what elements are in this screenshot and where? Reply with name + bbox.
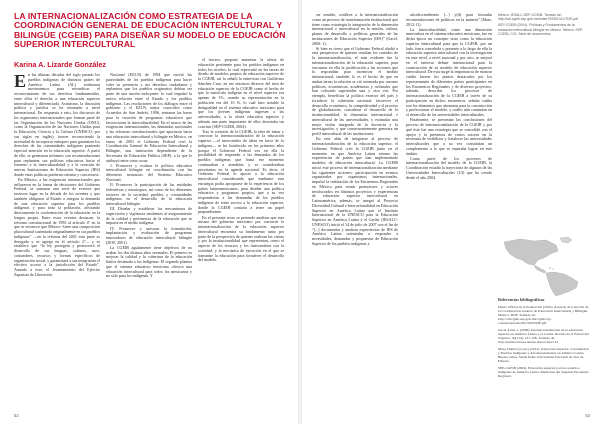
- paragraph: En este afán de integrarse al proceso de internacionalización de la educación superior, el Gobierno Federal creó la CGEIB junto en el momento en que América Latina retoma las experiencias de países que han implementado modelos de educación intercultural. La CGEIB inició este proceso de internacionalización mediante las siguientes acciones: participación en eventos organizados por organismos internacionales, impulsó la realización de los Encuentros Regionales en México para reunir promotores y actores involucrados en distintos proyectos y experiencias de educación superior intercultural en Latinoamérica, además, se integró al Proyecto Diversidad Cultural e Interculturalidad en Educación Superior en América Latina que el Instituto Internacional de la UNESCO para la Educación Superior en América Latina y el Caribe (IESALC-UNESCO) inició el 14 de julio de 2007 con el fin de “[...] documentar y analizar experiencias de IES de América Latina orientadas a responder a necesidades, demandas y propuestas de Educación Superior de los pueblos indígenas y: [312, 136, 398, 246]
- right-page: [302, 0, 600, 424]
- intro-paragraph: [14, 73, 100, 178]
- paragraph: Finalmente, se presentan las conclusiones del proceso de internacionalización de la CGEIB y por qué éste fue una estrategia que se consolidó con el apoyo y la presencia de varios actores en la necesaria de visibilizar y fortalecer las universidades interculturales que a su vez constituían un complemento a lo que se esperaba lograr en este ámbito.: [406, 117, 492, 156]
- left-column-3: [198, 58, 284, 407]
- paragraph: II. Promover la participación de las entidades federativas y municipios, así como de los diferentes sectores de la sociedad, pueblos y comunidades indígenas, en el desarrollo de la educación intercultural bilingüe.: [106, 182, 192, 207]
- paragraph: En el presente texto se pretende analizar que esta misma del gobierno mexicano por convertir la internacionalización de la educación superior intercultural encuentra su fundamento tanto por parte de la perspectiva de quienes realizan las visitas y por la institucionalidad que representan, como el aspecto de los recursos y los intercambios con la sociedad, y la mecánica de ejecución en el que se transmite la educación para fortalecer el desarrollo del modelo.: [198, 214, 284, 263]
- paragraph: Como parte de los procesos de internacionalización del modelo de la CGEIB, la Coordinación estudió la trayectoria de algunas de las Universidades Interculturales (UI) que ha creado desde el año 2004.: [406, 155, 492, 180]
- paragraph: el tercero, propone aumentar la oferta de educación pertinente para los pueblos indígenas en todos los niveles, lo cual repercutió en las tareas de diseño de modelos propios de educación superior de la CGEIB, así lo señaló la entrevista con Guillermo Sánchez Cruz, en ese entonces director del área de educación superior de la CGEIB como el hecho de que la matrícula indígena en el nivel superior era apenas de 1%, cuando su representación en la población era del 10 %, lo cual hizo notable la desigualdad en el sistema educativo mexicano para que los jóvenes indígenas ingresen a las universidades, a la oferta educativa superior y además una parte importante de ellos desertaba sin concluir (SEP-CGEIB, 2004).: [198, 58, 284, 129]
- side-note: México: IESALC-SEP-CGEIB. Tomado de: http://sdi.cgeib.sep.gob.mx/index?SSSS.M17S2E.pdf: [498, 13, 578, 22]
- side-note: SEP-CGEIB (2004). Políticas y Fundamentos de la educación intercultural bilingüe en México. México: SEP, CGEIB, COI. Serie de documentos.: [498, 23, 583, 36]
- paragraph: ser sentido, conlleva a la internacionalización como un proceso de transformación institucional que tiene como estrategia la integración de la dimensión internacional e intercultural en la misión, cultura, planes de desarrollo y políticas generales de las instituciones de Educación Superior (IES)” (Gacel, 2000: 1).: [312, 13, 398, 46]
- article-title: LA INTERNACIONALIZACIÓN COMO ESTRATEGIA DE LA COORDINACIÓN GENERAL DE EDUCACIÓN INTERCULTURAL Y BILINGÜE (CGEIB) PARA DISEÑAR SU MODELO DE EDUCACIÓN SUPERIOR INTERCULTURAL: [14, 11, 286, 50]
- references-title: Referencias bibliográficas: [498, 297, 545, 302]
- paragraph: IV. Promover y asesorar la formulación, implantación y evaluación de programas innovadores de educación intercultural bilingüe (DOF, 2001).: [106, 225, 192, 245]
- right-column-2: [406, 13, 492, 409]
- paragraph: Nacional (EZLN) de 1994 que movió las pasividades de los pueblos indígenas para hacer valer su presencia y sus derechos ciudadanos y replantear que los pueblos originarios debían ser parte de una nación incluyente: lo cual impulsó la nueva relación entre el Estado y los pueblos indígenas. Las resoluciones de los diálogos entre el gobierno y el EZLN, mejor conocidos como Acuerdos de San Andrés, 1996, sentaron las bases para la creación de programas educativos que favorecieran la interculturalidad. En el marco de las exigencias internacionales, las demandas nacionales y las reformas constitucionales que aportaron hacia una educación intercultural y bilingüe en México, en enero de 2001 el Gobierno Federal creó la Coordinación General de Educación Intercultural y Bilingüe, una institución dependiente de la Secretaría de Educación Pública (SEP), a la que le atribuyó entre otras cosas:: [106, 73, 192, 163]
- page-number: 53: [585, 413, 590, 418]
- map-icon: [498, 236, 594, 298]
- reference-item: Diario Oficial de la Federación [2001]. Acuerdo de Creación de la Coordinación General de Educación Intercultural y Bilingüe. México: DOF. Tomado de: http://sdi.cgeib.sep.gob.mx/cgeib/wp-content/uploads/2013/06/DOF.pdf: [498, 305, 589, 326]
- references-section: [498, 298, 590, 381]
- paragraph: III. Diseñar y establecer los mecanismos de supervisión y vigilancia tendientes al aseguramiento de la calidad y pertinencia de la educación que se imparta en el medio indígena.: [106, 206, 192, 226]
- paragraph: Si bien es cierto que el Gobierno Federal aludió a esta perspectiva de quienes resultan los variados de la internacionalización, el más evidente fue la internacionalización de la educación superior, para encontrar en ella la justificación a las acciones que lo respondían para incentivar el ámbito internacional, también lo es el hecho de que en ambas tareas la relación se vió orientada por razones políticas, económicas, académicas y culturales que han colocado suprimidas una y otra vez. Por ejemplo, beneficiar la política exterior del país y fortalecer la soberanía nacional; favorecer el desarrollo económico, la competitividad y el proceso de globalización; considerar el desarrollo de la institucionalidad, la dimensión internacional e intercultural de las universidades, y estimular una mejor visión integrada de la docencia y la investigación; y que consecuentemente generara un perfil intercultural de las instituciones.: [312, 45, 398, 137]
- reference-item: SEP-CGEIB (2004). Educación superior para los pueblos indígenas de América Latina. Memorias del Segundo Encuentro Regional.: [498, 366, 589, 379]
- paragraph: La CGEIB agudamente tiene objetivos de no acabar los dos últimos años sexenales. El primero es mejorar la calidad y la cobertura de la educación básica destinada a los indígenas. El segundo plantea que el sistema educativo mexicano ofrezca una educación intercultural para todos los mexicanos y no sólo para los indígenas. Y: [106, 244, 192, 279]
- reference-item: Gacel Ávila, J. (2000). Internacionalización de la educación superior en América Latina y el Caribe. Revista de la Educación Superior, 29(114), 121-138. Tomado de: http://publicaciones.anuies.mx/revista/114: [498, 328, 590, 345]
- americas-map-illustration: [498, 236, 594, 298]
- side-notes: [498, 13, 590, 36]
- paragraph: afrodescendientes [...] y(d) para formular recomendaciones de políticas en la materia” (Mato, 2012:11).: [406, 13, 492, 27]
- article-author: Karina A. Lizarde González: [14, 60, 106, 69]
- paragraph: 1. Promover y evaluar la política educativa intercultural bilingüe en coordinación con las diferentes instancias del Sistema Educativo Nacional.: [106, 162, 192, 182]
- left-column-1: [14, 73, 100, 407]
- reference-item: Mato, Daniel (coord.) (2012). Educación superior, Colonialidad y Pueblos Indígenas y Afrodescendientes en América Latina. Buenos Aires, Sáenz Peña: Universidad Nacional de Tres de Febrero.: [498, 347, 589, 364]
- drop-cap: E: [14, 73, 27, 91]
- paragraph: Tras la creación de la CGEIB, la idea de instar y convocar la internacionalización de la educación superior —el intercambio de ideas en favor de lo indígena— se ha fortalecido en los primeros años porque el Gobierno Federal veo en ella la posibilidad de responder a las demandas de los pueblos indígenas que hasta ese momento continuaban a atendidas y se consideraban prioritarias en la agenda nacional. Es decir, el Gobierno Federal le apostó a la educación intercultural considerando que mediante esta estrategia podía apropiarse de la experiencia de los países latinoamericanos, para diseñar una política educativa y programas propios, que a su vez responderían a las demandas de los pueblos indígenas de tener acceso a la educación superior, donde la CGEIB contaría a tener un papel preponderante.: [198, 128, 284, 215]
- paragraph: En México, a las exigencias internacionales que influyeron en la forma de decisiones del Gobierno Federal, se sumaron una serie de eventos que tuvieron lugar en la década de los noventa y que también obligaron al Estado a integrar la demanda de una educación superior para los pueblos indígenas y para toda la población, afectando directamente la conformación de la educación en la lengua propia. Entre estos eventos destacan: la reforma constitucional de 1992 al artículo 4º en la que se reconoce que México “tiene una composición pluricultural sustentada originalmente en sus pueblos indígenas” —en la reforma del 2001 esta parte es derogada y se agrega en el artículo 2º— y se establece que “la ley protegerá y promoverá el desarrollo de sus lenguas, culturas, usos, costumbres, recursos y formas específicas de organización social, y garantizará a sus integrantes el efectivo acceso a la jurisdicción del Estado”. Aunado a esto, el levantamiento del Ejército Zapatista de Liberación: [14, 176, 100, 277]
- right-column-1: [312, 13, 398, 409]
- paragraph-text: n las últimas décadas del siglo pasado los pueblos indígenas de distintos países de América Latina (AL) realizaron movimientos para reivindicar el reconocimiento de sus derechos fundamentales, entre ellos el derecho a una educación superior intercultural y diferenciada. Asimismo, la discusión política y jurídica se ha retomado a nivel internacional. En respuesta a esto, los discursos de los organismos internacionales que forman parte de las Organización de las Naciones Unidas (ONU), como la Organización de las Naciones Unidas para la Educación, Ciencia y la Cultura (UNESCO, por sus siglas en inglés), fueron reconociendo la necesidad de incorporar enfoques para garantizar los derechos de las comunidades indígenas poniendo especial atención en la educación superior. A partir de ello, se generaron informes con recomendaciones para replantear sus políticas educativas hacia el fomento a la interculturalidad y a la creación de nuevas Instituciones de Educación Superior (IES) donde estas políticas pudieran orientar y concretarse.: [14, 73, 100, 177]
- paragraph: La interculturalidad, como una dimensión innovadora en el sistema educativo mexicano, fue en dicha época un concepto visto como la educación superior intercultural para que la CGEIB, por un lado, fuera concebida y presente a lo largo de ella la educación superior intercultural con la investigación en este nivel, a nivel nacional y por otro, se mejoró en el interesa debate internacional para la construcción de su modelo de educación superior intercultural. De esta surge la importancia de mostrar cuáles fueron los puntos destacados por los representantes de diferentes países participantes en los Encuentros Regionales y de diversos proyectos, además, describir los procesos de internacionalización de la CGEIB a través de su participación en dichos encuentros, señalar cuáles son los elementos que abonaron para la construcción y perfeccionar el modelo, y cuáles aún continúan en el desarrollo de las universidades interculturales.: [406, 26, 492, 118]
- left-page: [0, 0, 298, 424]
- left-column-2: [106, 73, 192, 407]
- page-number: 52: [14, 413, 19, 418]
